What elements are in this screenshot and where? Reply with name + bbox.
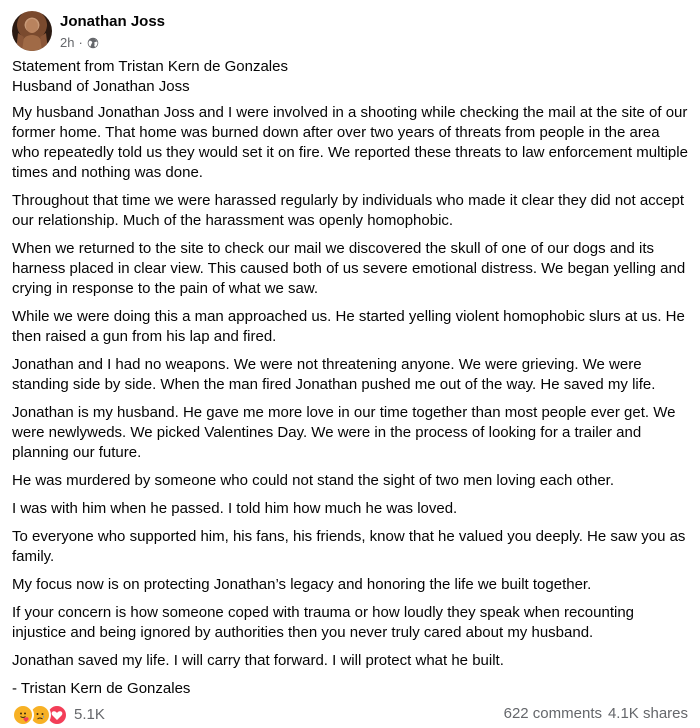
shares-count-link[interactable]: 4.1K shares: [607, 705, 688, 722]
post-paragraph: While we were doing this a man approached us. He started yelling violent homophobic slurs at us. He then raised a gun from his lap and fired.: [12, 308, 685, 345]
statement-heading: Statement from Tristan Kern de Gonzales: [12, 58, 288, 75]
meta-separator: ·: [78, 35, 83, 50]
post-paragraph: Jonathan is my husband. He gave me more love in our time together than most people ever get. We were newlyweds. We picked Valentines Day. We were in the process of looking for a trailer and planning our future.: [12, 404, 676, 461]
post-paragraph: When we returned to the site to check our mail we discovered the skull of one of our dogs and its harness placed in clear view. This caused both of us severe emotional distress. We began yelling and crying in response to the pain of what we saw.: [12, 240, 686, 297]
post-paragraph: [12, 57, 688, 97]
post-paragraph: Jonathan and I had no weapons. We were not threatening anyone. We were grieving. We were standing side by side. When the man fired Jonathan pushed me out of the way. He saved my life.: [12, 356, 656, 393]
statement-subheading: Husband of Jonathan Joss: [12, 78, 190, 95]
post-paragraph: My focus now is on protecting Jonathan’s legacy and honoring the life we built together.: [12, 576, 592, 593]
post-signature: - Tristan Kern de Gonzales: [12, 680, 191, 697]
reaction-count: 5.1K: [74, 706, 105, 723]
author-name[interactable]: Jonathan Joss: [60, 13, 166, 30]
post-paragraph: My husband Jonathan Joss and I were involved in a shooting while checking the mail at the site of our former home. That home was burned down after over two years of threats from people in the area who repeatedly told us they would set it on fire. We reported these threats to law enforcement multiple times and nothing was done.: [12, 104, 688, 181]
comments-count-link[interactable]: 622 comments: [503, 705, 602, 722]
post-meta: [60, 35, 99, 51]
post-paragraph: I was with him when he passed. I told him how much he was loved.: [12, 500, 458, 517]
author-avatar[interactable]: [12, 11, 52, 51]
care-reaction-icon: [12, 704, 34, 726]
reactions-summary[interactable]: [12, 704, 105, 726]
globe-icon[interactable]: [87, 37, 99, 49]
post-body: [12, 57, 688, 707]
post-paragraph: To everyone who supported him, his fans, his friends, know that he valued you deeply. He saw you as family.: [12, 528, 686, 565]
post-paragraph: If your concern is how someone coped with trauma or how loudly they speak when recounting injustice and being ignored by authorities then you never truly cared about my husband.: [12, 604, 635, 641]
post-paragraph: Jonathan saved my life. I will carry that forward. I will protect what he built.: [12, 652, 504, 669]
post-footer: [12, 704, 688, 724]
post-paragraph: Throughout that time we were harassed regularly by individuals who made it clear they did not accept our relationship. Much of the harassment was openly homophobic.: [12, 192, 685, 229]
post-timestamp[interactable]: 2h: [60, 35, 75, 50]
avatar-image: [12, 11, 52, 51]
post-paragraph: He was murdered by someone who could not stand the sight of two men loving each other.: [12, 472, 615, 489]
